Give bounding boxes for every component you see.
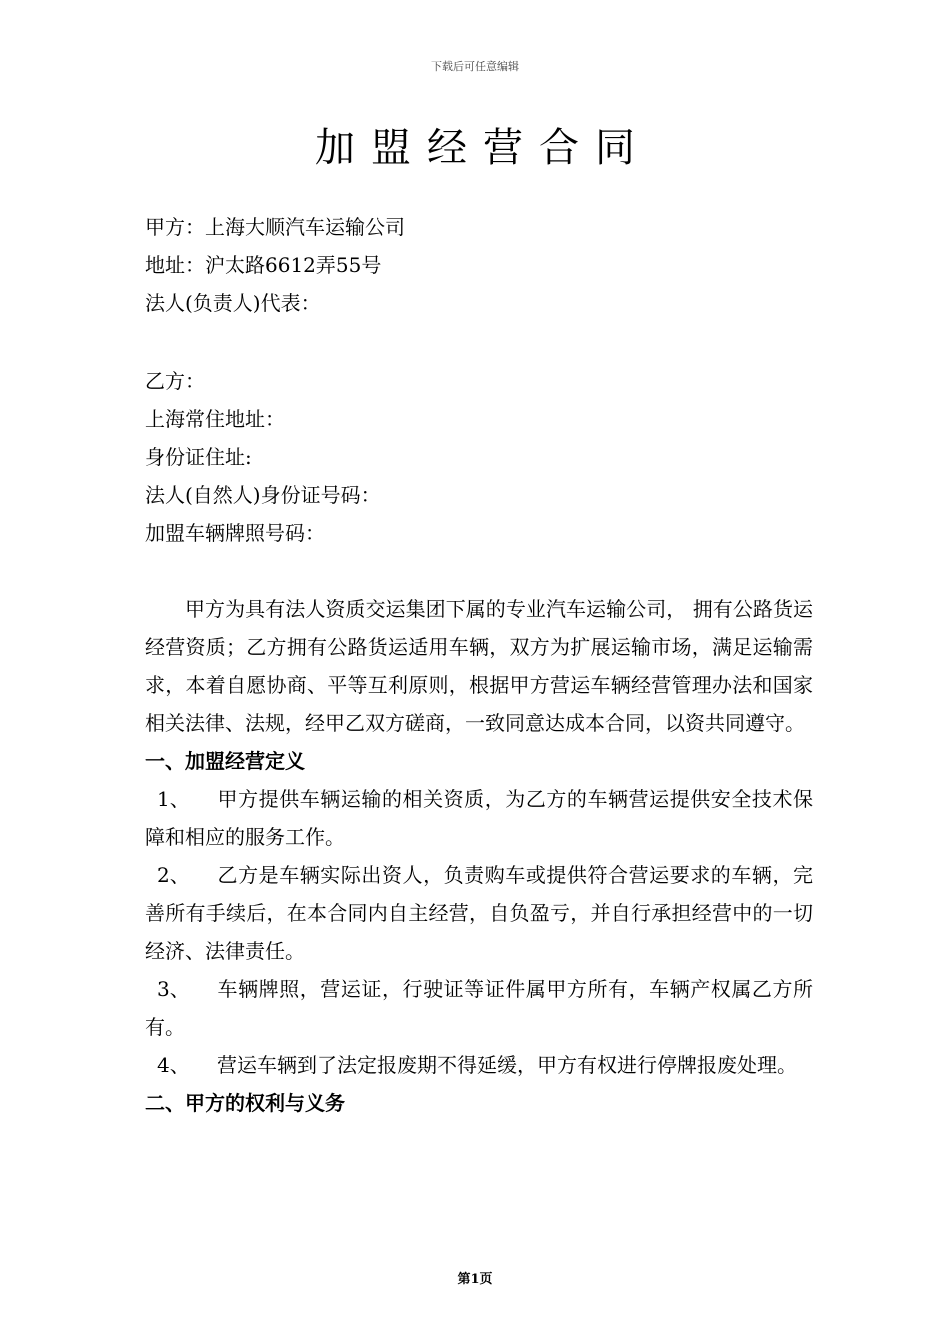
section-1-item [145, 1046, 813, 1084]
item-text: 乙方是车辆实际出资人，负责购车或提供符合营运要求的车辆，完善所有手续后，在本合同内自主经营，自负盈亏，并自行承担经营中的一切经济、法律责任。 [145, 863, 813, 963]
party-a-address: 地址：沪太路6612弄55号 [145, 253, 382, 277]
header-note: 下载后可任意编辑 [431, 60, 519, 73]
item-number: 1、 [157, 787, 190, 811]
item-number: 4、 [157, 1053, 190, 1077]
party-a-name: 甲方：上海大顺汽车运输公司 [145, 215, 405, 239]
contract-body [145, 590, 813, 1122]
item-number: 2、 [157, 863, 190, 887]
party-a-representative: 法人(负责人)代表： [145, 291, 321, 315]
party-b-shanghai-address: 上海常住地址： [145, 407, 285, 431]
item-text: 营运车辆到了法定报废期不得延缓，甲方有权进行停牌报废处理。 [217, 1053, 797, 1077]
section-1-item [145, 970, 813, 1046]
item-text: 甲方提供车辆运输的相关资质，为乙方的车辆营运提供安全技术保障和相应的服务工作。 [145, 787, 813, 849]
section-2-heading: 二、甲方的权利与义务 [145, 1091, 345, 1115]
page-number: 第1页 [457, 1272, 493, 1287]
party-b-id-address: 身份证住址: [145, 445, 252, 469]
party-b-name: 乙方： [145, 369, 205, 393]
section-1-heading: 一、加盟经营定义 [145, 749, 305, 773]
contract-title: 加盟经营合同 [315, 125, 651, 171]
item-text: 车辆牌照，营运证，行驶证等证件属甲方所有，车辆产权属乙方所有。 [145, 977, 813, 1039]
party-b-block [145, 362, 815, 552]
party-a-block [145, 208, 815, 322]
item-number: 3、 [157, 977, 190, 1001]
intro-paragraph: 甲方为具有法人资质交运集团下属的专业汽车运输公司， 拥有公路货运经营资质；乙方拥有公路货运适用车辆，双方为扩展运输市场，满足运输需求，本着自愿协商、平等互利原则，根据甲方营运车辆经营管理办法和国家相关法律、法规，经甲乙双方磋商，一致同意达成本合同，以资共同遵守。 [145, 597, 813, 735]
section-1-item [145, 780, 813, 856]
party-b-id-number: 法人(自然人)身份证号码： [145, 483, 381, 507]
party-b-plate-number: 加盟车辆牌照号码： [145, 521, 325, 545]
section-1-item [145, 856, 813, 970]
